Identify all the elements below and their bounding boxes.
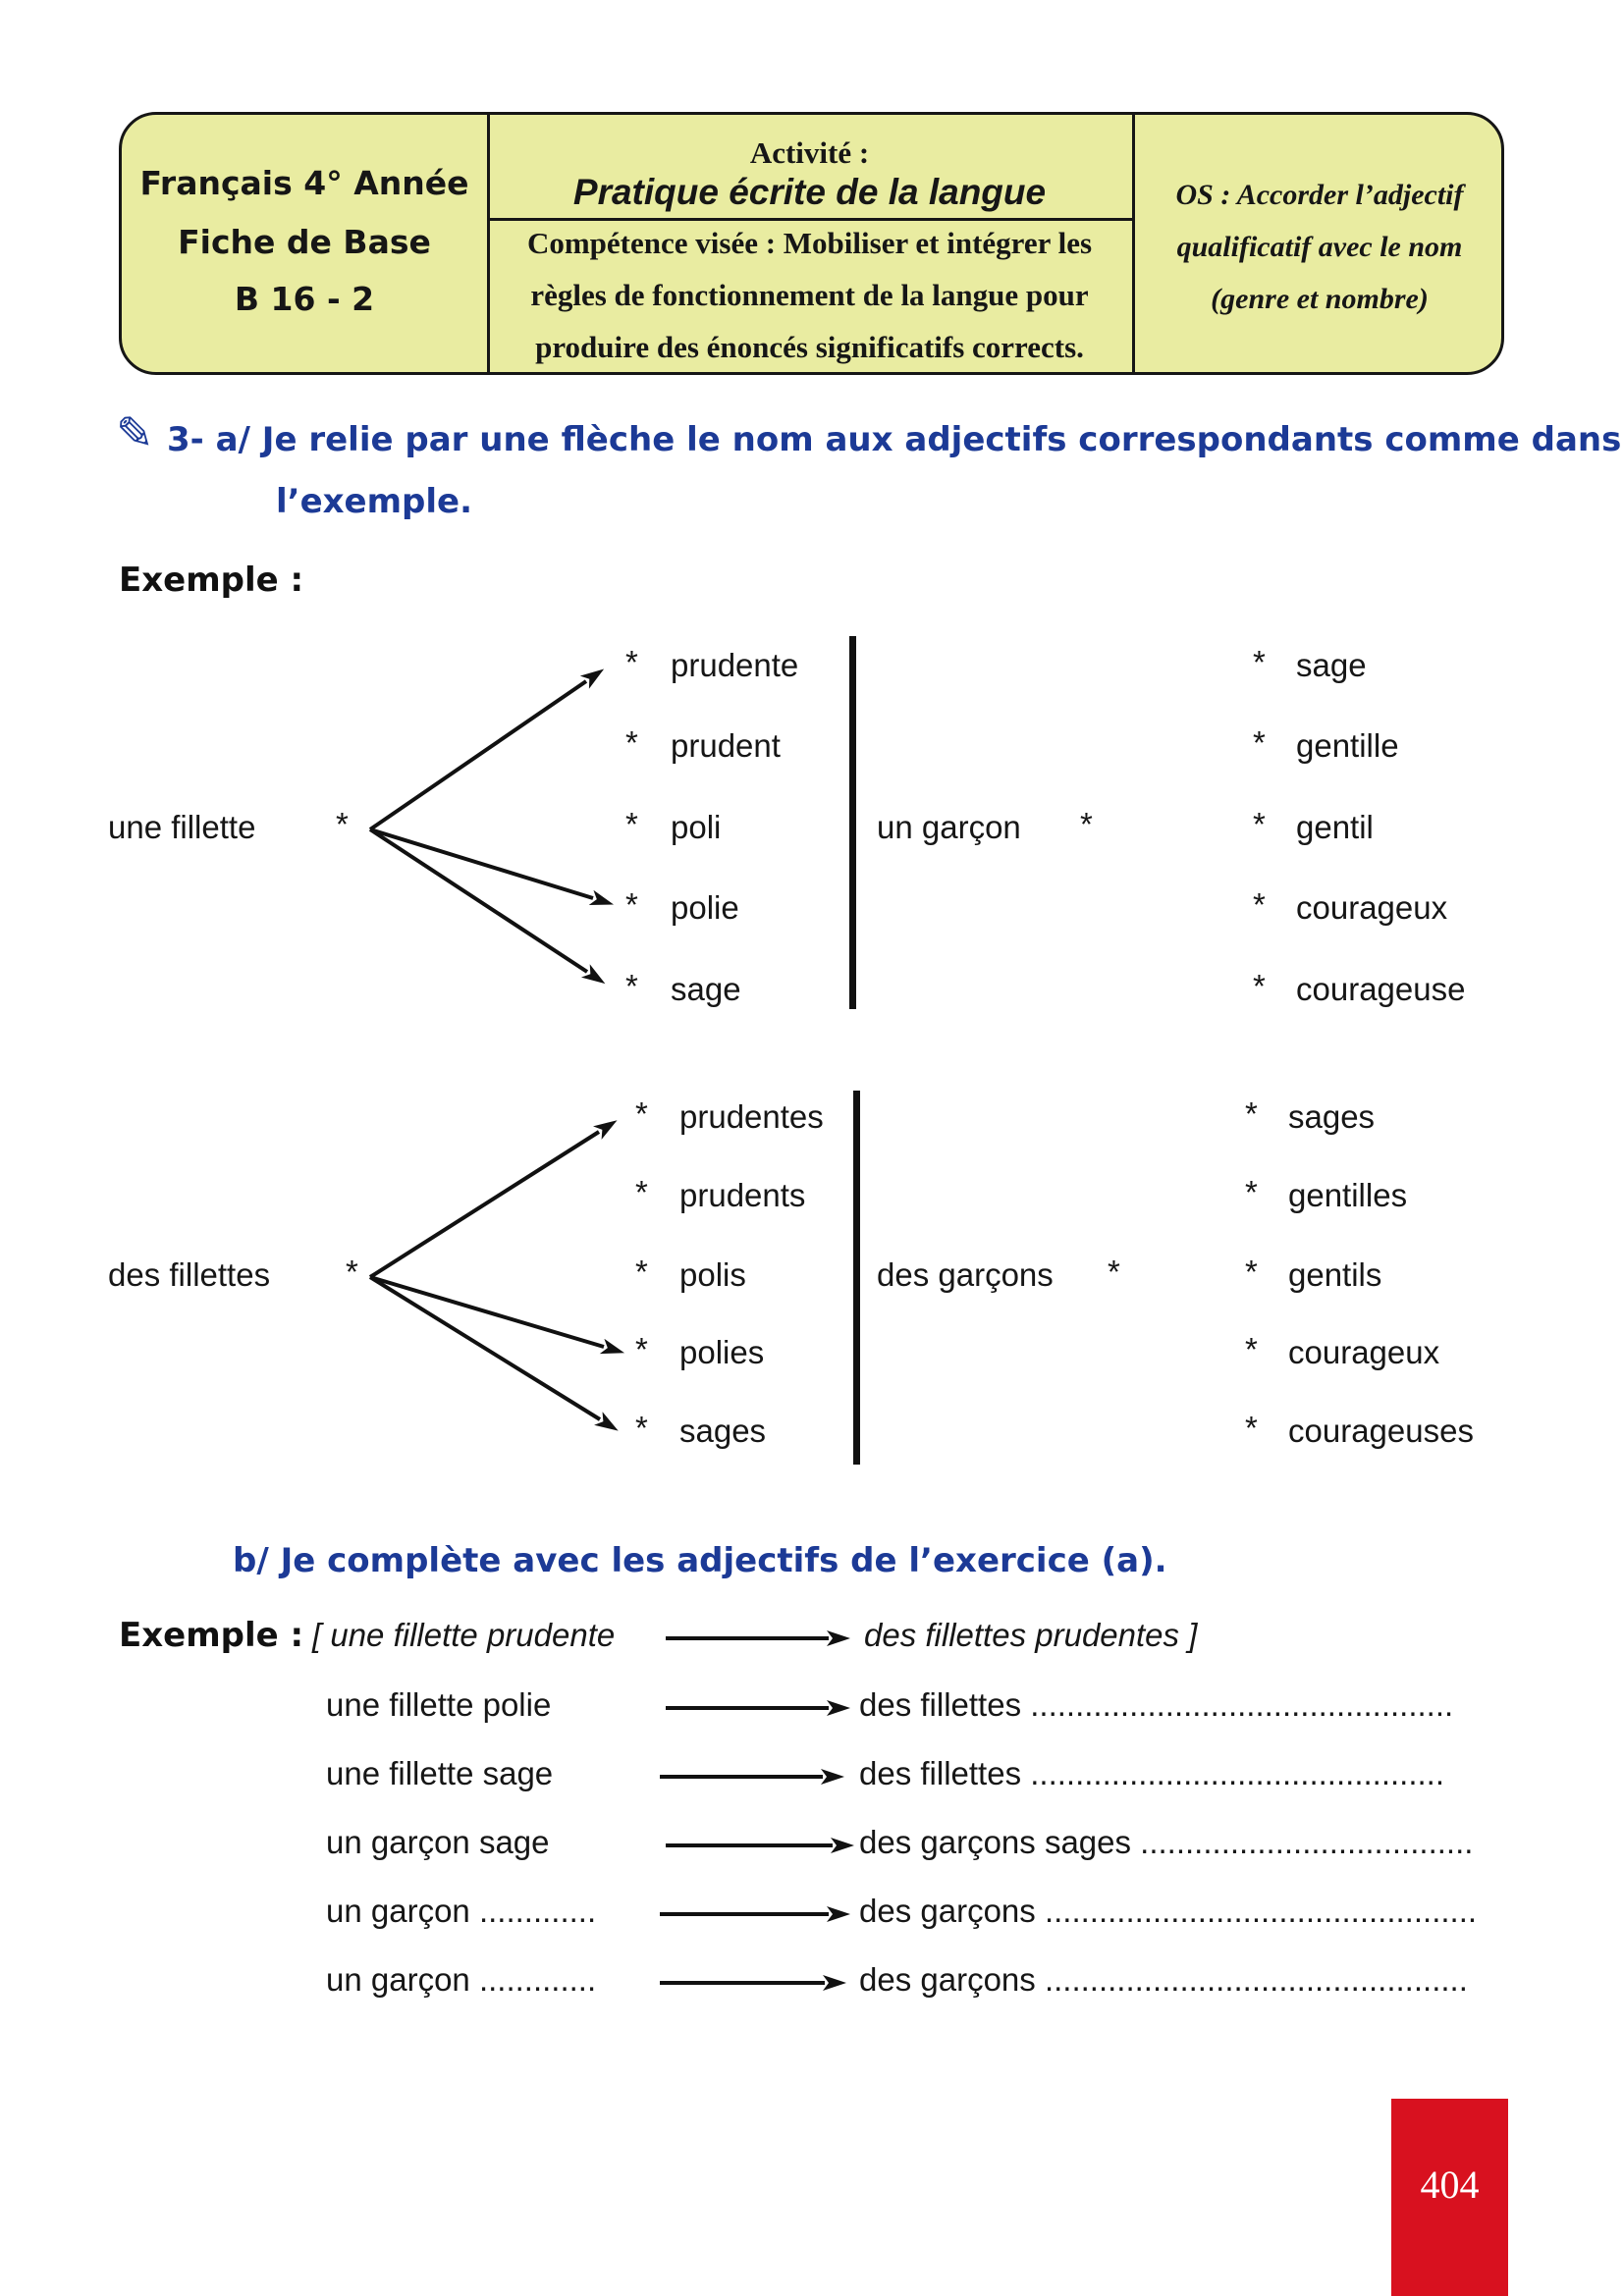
completion-left: [ une fillette prudente (312, 1617, 616, 1653)
adjective-option: prudent (671, 727, 781, 764)
adjective-option: sages (1288, 1098, 1376, 1135)
bullet-star: * (1253, 644, 1266, 680)
bullet-star: * (1245, 1095, 1258, 1132)
header-os-line-1: OS : Accorder l’adjectif (1175, 179, 1464, 211)
completion-right: des fillettes .............................................. (859, 1755, 1444, 1791)
adjective-option: polis (679, 1256, 746, 1293)
completion-left: un garçon ............. (326, 1893, 597, 1929)
completion-right: des garçons ............................................... (859, 1961, 1468, 1998)
instruction-a-line2: l’exemple. (276, 482, 473, 521)
adjective-option: courageux (1288, 1334, 1440, 1370)
adjective-option: poli (671, 809, 722, 845)
completion-left: une fillette sage (326, 1755, 554, 1791)
example-label-b: Exemple : (119, 1616, 304, 1655)
adjective-option: courageux (1296, 889, 1448, 926)
completion-left: un garçon ............. (326, 1961, 597, 1998)
completion-right: des fillettes prudentes ] (864, 1617, 1198, 1653)
bullet-star: * (635, 1254, 648, 1290)
bullet-star: * (625, 968, 638, 1004)
completion-right: des fillettes ............................................... (859, 1686, 1454, 1723)
bullet-star: * (625, 644, 638, 680)
column-separator-bar-1 (849, 636, 856, 1009)
adjective-option: gentille (1296, 727, 1399, 764)
header-sheet-code: B 16 - 2 (234, 280, 375, 318)
adjective-option: prudentes (679, 1098, 824, 1135)
bullet-star: * (1108, 1254, 1120, 1290)
header-sheet-type: Fiche de Base (178, 223, 431, 261)
bullet-star: * (346, 1254, 358, 1290)
adjective-option: gentils (1288, 1256, 1382, 1293)
bullet-star: * (336, 806, 349, 842)
noun-des-garcons: des garçons (877, 1256, 1054, 1293)
header-box (119, 112, 1504, 375)
pencil-icon: ✎ (116, 407, 154, 458)
noun-des-fillettes: des fillettes (108, 1256, 271, 1293)
adjective-option: sage (671, 971, 741, 1007)
header-subject: Français 4° Année (139, 164, 469, 202)
noun-un-garcon: un garçon (877, 809, 1021, 845)
header-competence-line-1: Compétence visée : Mobiliser et intégrer les (526, 226, 1093, 260)
adjective-option: polies (679, 1334, 765, 1370)
bullet-star: * (1253, 724, 1266, 761)
bullet-star: * (635, 1331, 648, 1367)
bullet-star: * (625, 806, 638, 842)
bullet-star: * (1245, 1174, 1258, 1210)
column-separator-bar-2 (853, 1091, 860, 1465)
completion-left: un garçon sage (326, 1824, 550, 1860)
bullet-star: * (625, 724, 638, 761)
bullet-star: * (1245, 1331, 1258, 1367)
header-competence-line-2: règles de fonctionnement de la langue pour (530, 278, 1089, 312)
page-number: 404 (1420, 2163, 1480, 2207)
adjective-option: gentilles (1288, 1177, 1408, 1213)
adjective-option: courageuse (1296, 971, 1466, 1007)
instruction-a-line1: 3- a/ Je relie par une flèche le nom aux adjectifs correspondants comme dans (167, 420, 1622, 459)
header-os-line-3: (genre et nombre) (1211, 283, 1429, 315)
adjective-option: prudents (679, 1177, 806, 1213)
bullet-star: * (635, 1410, 648, 1446)
instruction-b: b/ Je complète avec les adjectifs de l’exercice (a). (233, 1541, 1167, 1580)
noun-une-fillette: une fillette (108, 809, 256, 845)
completion-right: des garçons ................................................ (859, 1893, 1478, 1929)
bullet-star: * (635, 1174, 648, 1210)
header-activity-title: Pratique écrite de la langue (572, 172, 1047, 212)
bullet-star: * (1245, 1410, 1258, 1446)
completion-left: une fillette polie (326, 1686, 552, 1723)
bullet-star: * (635, 1095, 648, 1132)
bullet-star: * (1253, 968, 1266, 1004)
adjective-option: polie (671, 889, 739, 926)
bullet-star: * (1253, 886, 1266, 923)
bullet-star: * (625, 886, 638, 923)
adjective-option: sages (679, 1413, 767, 1449)
completion-right: des garçons sages ..................................... (859, 1824, 1474, 1860)
adjective-option: gentil (1296, 809, 1374, 845)
adjective-option: courageuses (1288, 1413, 1474, 1449)
bullet-star: * (1253, 806, 1266, 842)
header-activity-label: Activité : (749, 135, 870, 170)
header-competence-line-3: produire des énoncés significatifs corrects. (535, 330, 1084, 364)
example-label-a: Exemple : (119, 561, 304, 600)
header-os-line-2: qualificatif avec le nom (1176, 231, 1463, 263)
bullet-star: * (1245, 1254, 1258, 1290)
adjective-option: prudente (671, 647, 799, 683)
page-number-badge (1391, 2099, 1508, 2296)
adjective-option: sage (1296, 647, 1367, 683)
bullet-star: * (1080, 806, 1093, 842)
